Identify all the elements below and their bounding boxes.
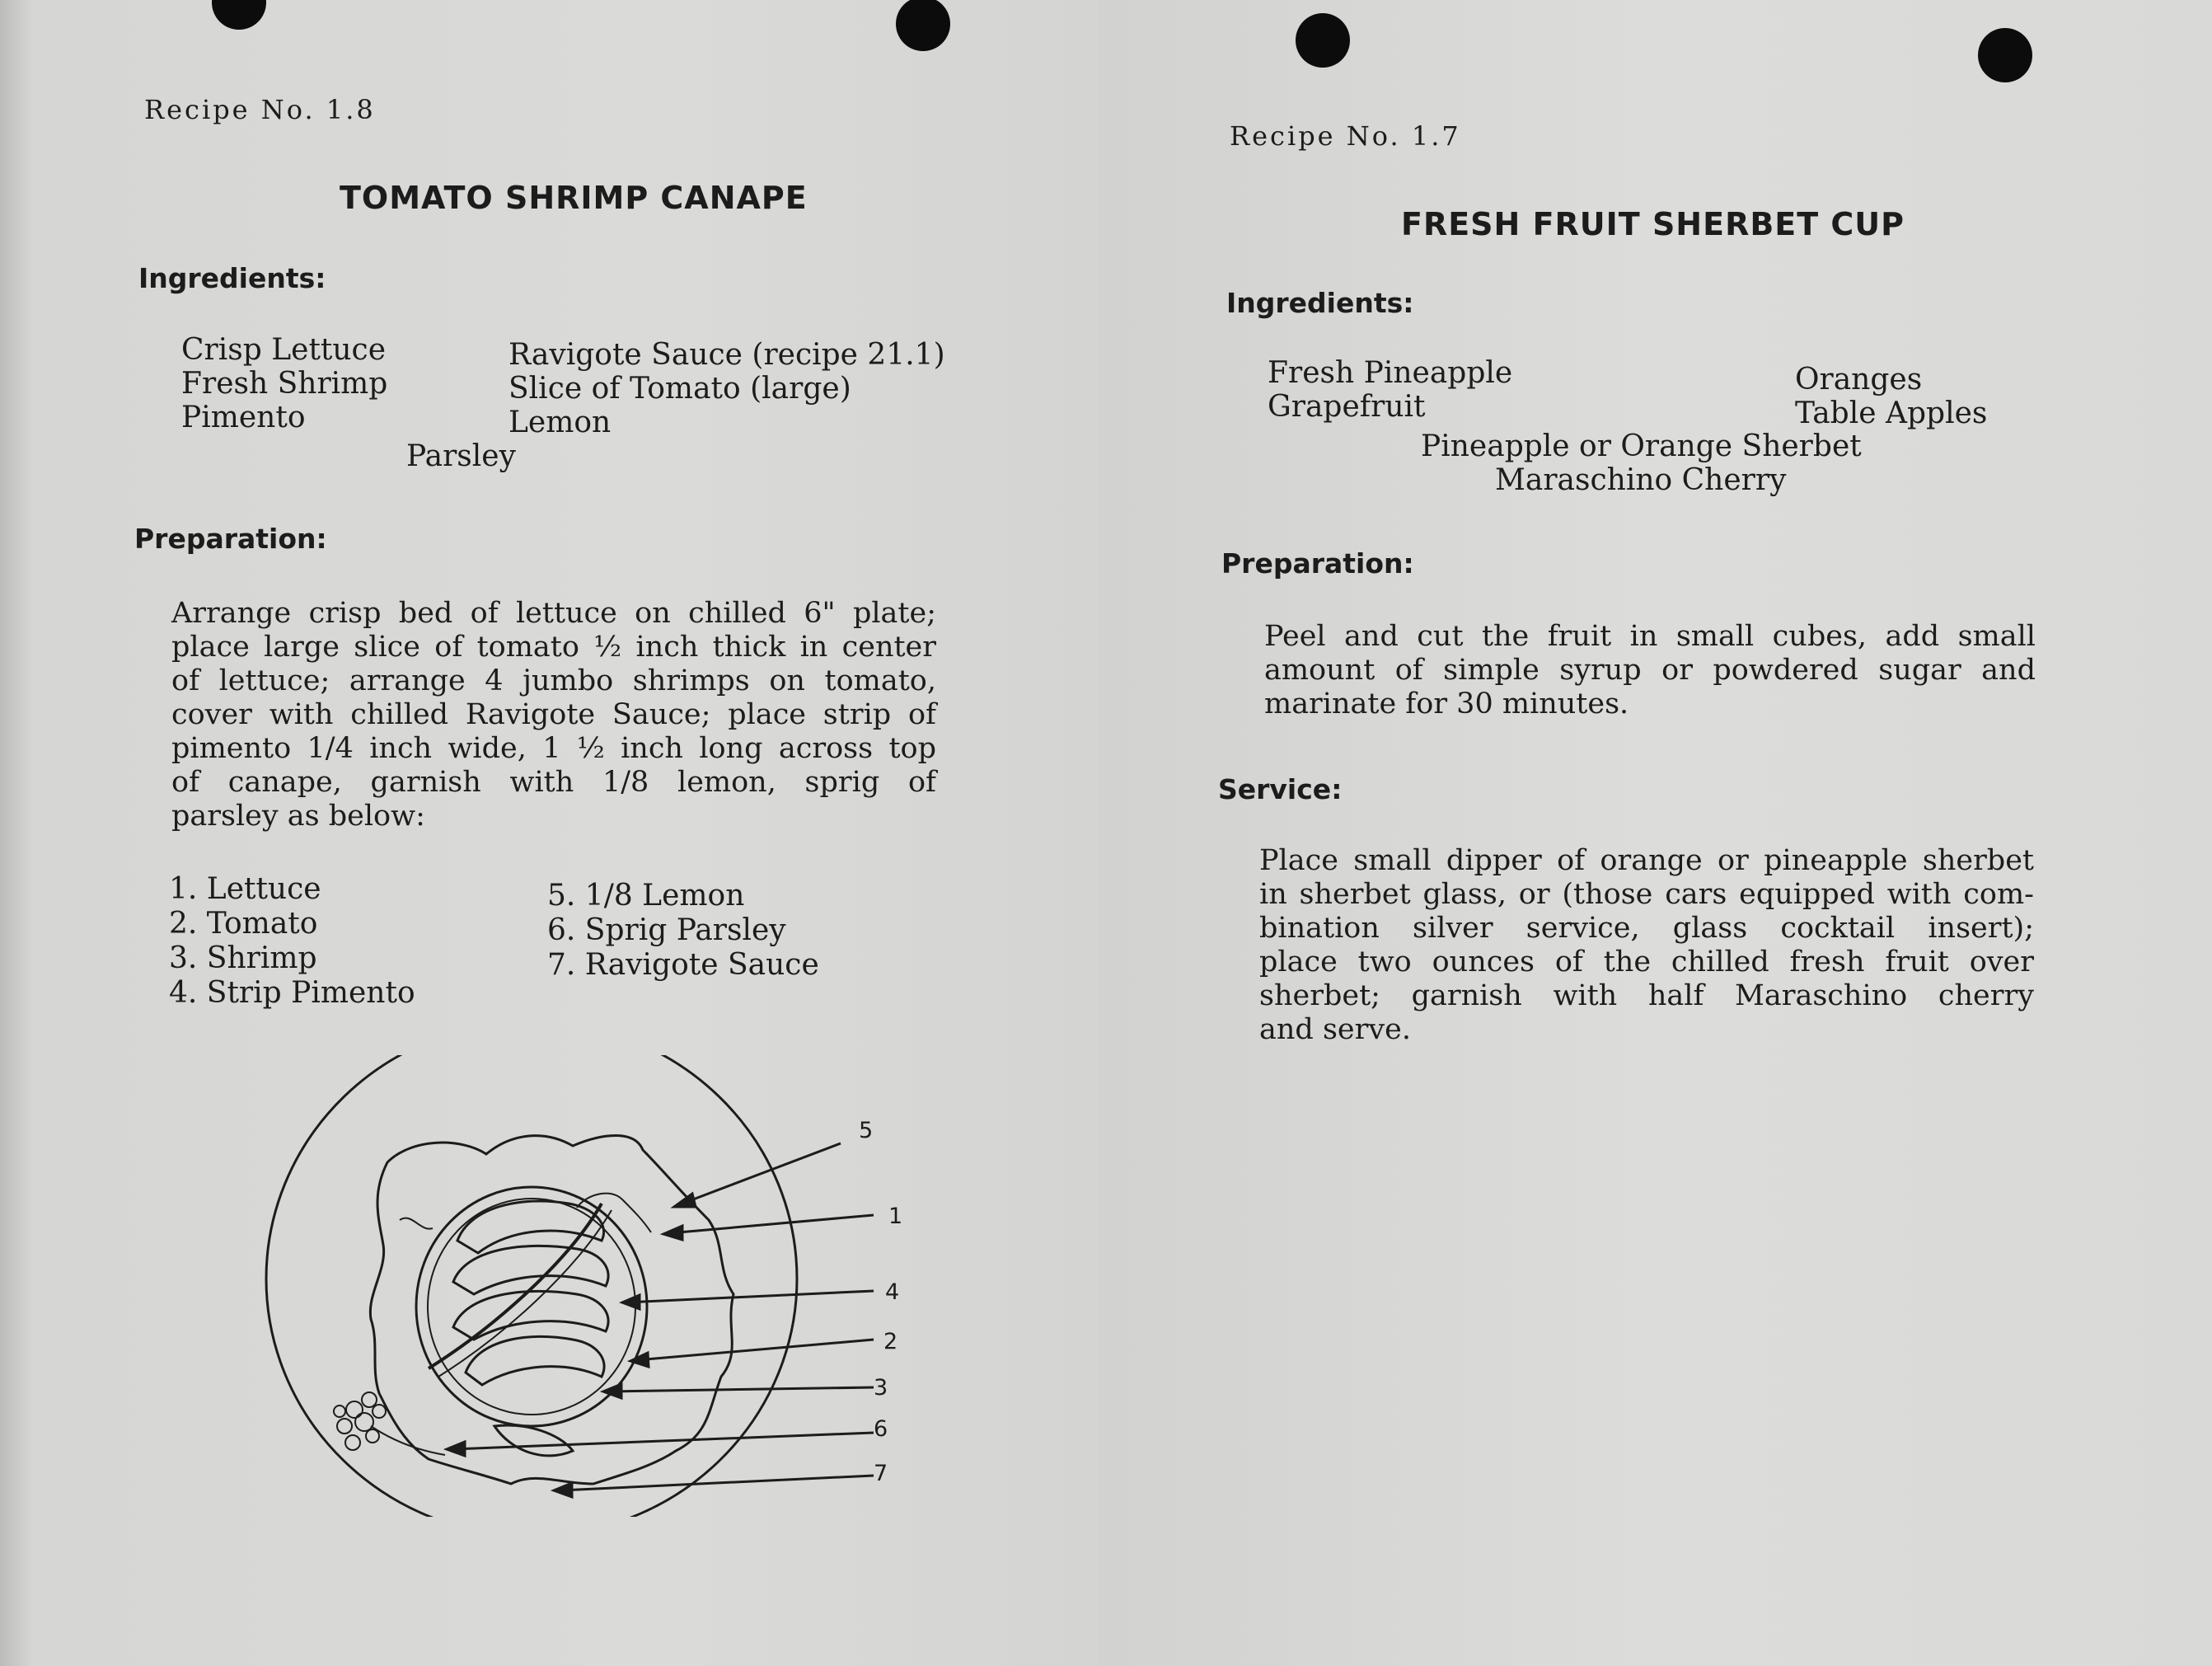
ingredients-heading: Ingredients:	[1226, 287, 1414, 319]
preparation-line: place large slice of tomato ½ inch thick in center	[171, 631, 936, 664]
preparation-line: cover with chilled Ravigote Sauce; place strip of	[171, 698, 936, 731]
ingredient-item-center: Pineapple or Orange Sherbet	[1421, 429, 1862, 463]
ingredient-item: Ravigote Sauce (recipe 21.1)	[508, 338, 945, 372]
shrimp	[453, 1291, 608, 1340]
ingredient-item: Slice of Tomato (large)	[508, 372, 851, 406]
preparation-line: pimento 1/4 inch wide, 1 ½ inch long across top	[171, 732, 936, 765]
ingredient-item: Pimento	[181, 401, 306, 434]
preparation-line: Arrange crisp bed of lettuce on chilled 6" plate;	[171, 597, 936, 630]
punch-hole	[1978, 28, 2032, 82]
preparation-line: amount of simple syrup or powdered sugar and	[1264, 654, 2036, 687]
legend-column-2	[547, 879, 819, 983]
ingredient-item: Lemon	[508, 406, 612, 439]
pimento-strip	[429, 1204, 602, 1368]
service-line: bination silver service, glass cocktail insert);	[1259, 912, 2034, 945]
punch-hole	[212, 0, 266, 30]
preparation-heading: Preparation:	[1221, 547, 1414, 580]
legend-item: 5. 1/8 Lemon	[547, 879, 745, 913]
diagram-label-6: 6	[874, 1416, 888, 1442]
legend-item: 6. Sprig Parsley	[547, 913, 786, 947]
service-line: and serve.	[1259, 1013, 1411, 1046]
diagram-label-2: 2	[883, 1329, 898, 1354]
legend-item: 4. Strip Pimento	[169, 976, 415, 1010]
diagram-label-4: 4	[885, 1279, 900, 1305]
lemon-wedge	[494, 1425, 573, 1456]
legend-item: 1. Lettuce	[169, 872, 321, 906]
ingredient-item: Fresh Shrimp	[181, 367, 388, 401]
lettuce-vein	[400, 1218, 433, 1229]
legend-item: 2. Tomato	[169, 907, 318, 941]
preparation-heading: Preparation:	[134, 523, 327, 555]
plating-diagram	[247, 1055, 956, 1517]
diagram-label-7: 7	[874, 1461, 888, 1486]
ingredient-item: Table Apples	[1795, 397, 1988, 430]
ingredient-item-center: Maraschino Cherry	[1495, 463, 1787, 497]
ingredients-heading: Ingredients:	[138, 262, 326, 294]
preparation-text	[1264, 620, 2036, 721]
diagram-label-1: 1	[888, 1204, 903, 1229]
service-text	[1259, 844, 2034, 1047]
preparation-line: parsley as below:	[171, 800, 425, 833]
diagram-label-5: 5	[859, 1118, 874, 1143]
recipe-number: Recipe No. 1.8	[144, 94, 376, 125]
punch-hole	[1296, 13, 1350, 68]
diagram-label-3: 3	[874, 1375, 888, 1401]
service-line: in sherbet glass, or (those cars equipped with com-	[1259, 878, 2034, 911]
service-line: Place small dipper of orange or pineapple sherbet	[1259, 844, 2034, 877]
preparation-line: of lettuce; arrange 4 jumbo shrimps on tomato,	[171, 664, 936, 697]
preparation-text	[171, 597, 936, 833]
recipe-title: TOMATO SHRIMP CANAPE	[340, 180, 808, 216]
legend-item: 3. Shrimp	[169, 941, 317, 975]
ingredient-item-center: Parsley	[406, 439, 516, 473]
service-line: place two ounces of the chilled fresh fruit over	[1259, 946, 2034, 978]
preparation-line: Peel and cut the fruit in small cubes, add small	[1264, 620, 2036, 653]
ingredients-column-2	[508, 338, 945, 439]
ingredient-item: Grapefruit	[1268, 390, 1426, 424]
preparation-line: marinate for 30 minutes.	[1264, 688, 1629, 720]
recipe-card-right	[1098, 0, 2212, 1666]
ingredients-right	[1795, 363, 1987, 430]
ingredients-left	[1268, 356, 1512, 424]
service-line: sherbet; garnish with half Maraschino cherry	[1259, 979, 2034, 1012]
ingredient-item: Crisp Lettuce	[181, 333, 387, 367]
legend-item: 7. Ravigote Sauce	[547, 948, 819, 982]
ingredients-column-1	[181, 333, 387, 434]
parsley-sprig	[334, 1392, 445, 1455]
legend-column-1	[169, 872, 415, 1011]
ingredient-item: Fresh Pineapple	[1268, 356, 1513, 390]
punch-hole	[896, 0, 950, 51]
preparation-line: of canape, garnish with 1/8 lemon, sprig of	[171, 766, 936, 799]
service-heading: Service:	[1218, 773, 1343, 805]
ingredient-item: Oranges	[1795, 363, 1923, 397]
plate-outline	[266, 1055, 797, 1517]
recipe-title: FRESH FRUIT SHERBET CUP	[1401, 206, 1905, 242]
recipe-number: Recipe No. 1.7	[1230, 120, 1461, 152]
